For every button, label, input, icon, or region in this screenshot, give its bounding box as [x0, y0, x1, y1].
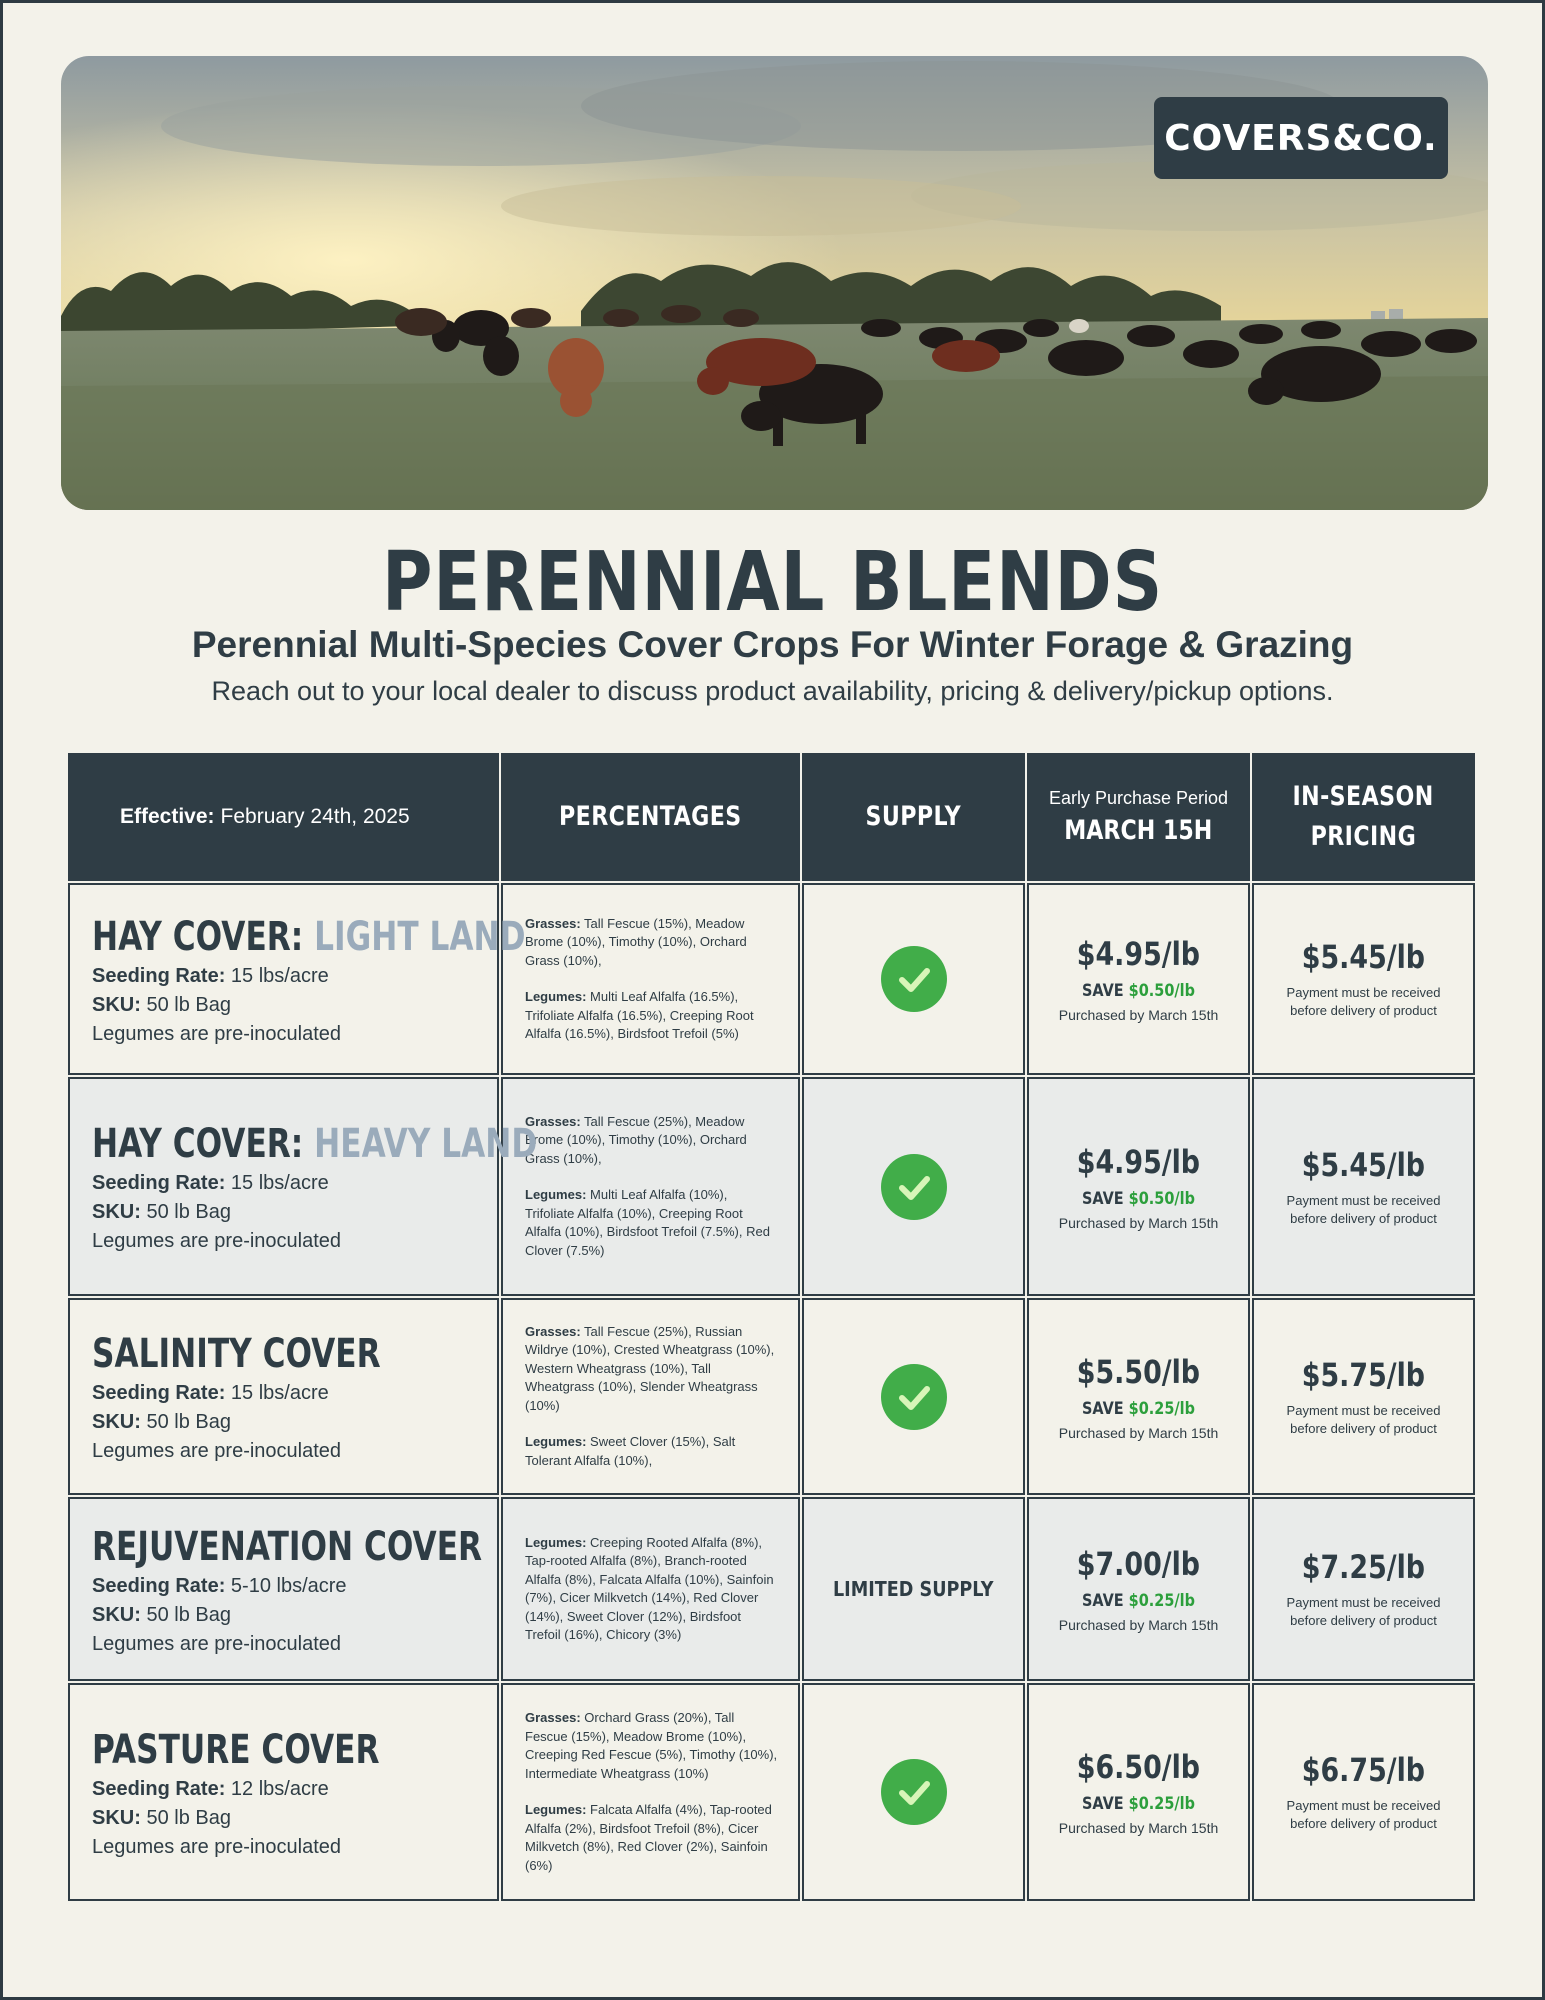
grasses-list: Tall Fescue (25%), Russian Wildrye (10%), Crested Wheatgrass (10%), Western Wheatgrass (10%), Tall Wheatgrass (10%), Slender Wheatgrass (10%) — [525, 1323, 775, 1413]
inoculation-note: Legumes are pre-inoculated — [92, 1022, 342, 1045]
seeding-rate-label: Seeding Rate: — [92, 1777, 226, 1800]
product-name-main: REJUVENATION COVER — [92, 1523, 483, 1570]
early-price-cell — [1027, 1077, 1250, 1296]
grasses-label: Grasses: — [525, 1323, 581, 1339]
purchased-by-note: Purchased by March 15th — [1058, 1617, 1219, 1633]
percentages-cell — [501, 883, 800, 1075]
product-name-main: SALINITY COVER — [92, 1331, 381, 1377]
product-name — [92, 914, 526, 960]
sku-label: SKU: — [92, 1806, 141, 1829]
product-name-main: PASTURE COVER — [92, 1726, 380, 1773]
save-label: SAVE — [1082, 1794, 1124, 1814]
sku — [92, 1804, 231, 1833]
product-info-cell — [68, 1077, 538, 1296]
effective-date: February 24th, 2025 — [220, 805, 410, 828]
seeding-rate-label: Seeding Rate: — [92, 1574, 226, 1597]
legumes-list: Sweet Clover (15%), Salt Tolerant Alfalfa (10%), — [525, 1434, 736, 1468]
product-info-cell — [68, 1298, 499, 1495]
logo-text: COVERS&CO. — [1164, 117, 1438, 159]
seeding-rate-value: 15 lbs/acre — [230, 964, 329, 987]
in-season-price: $5.75/lb — [1301, 1355, 1426, 1394]
legumes-label: Legumes: — [525, 989, 587, 1004]
grasses-text — [525, 1113, 780, 1169]
seeding-rate-label: Seeding Rate: — [92, 964, 226, 987]
early-purchase-small-label: Early Purchase Period — [1048, 788, 1229, 808]
early-price: $4.95/lb — [1076, 1142, 1201, 1181]
effective-date-header — [68, 753, 499, 881]
payment-note-line-1: Payment must be received — [1286, 1402, 1441, 1418]
supply-header-label: SUPPLY — [865, 801, 962, 832]
purchased-by-note: Purchased by March 15th — [1058, 1007, 1219, 1023]
product-row — [68, 1298, 1477, 1497]
in-season-price: $6.75/lb — [1301, 1751, 1426, 1789]
legumes-list: Multi Leaf Alfalfa (10%), Trifoliate Alfalfa (10%), Creeping Root Alfalfa (10%), Birdsfoot Trefoil (7.5%), Red Clover (7.5%) — [525, 1187, 770, 1258]
pricing-table — [68, 753, 1477, 1903]
seeding-rate — [92, 962, 329, 991]
grasses-label: Grasses: — [525, 915, 581, 931]
sku-label: SKU: — [92, 993, 141, 1016]
sku — [92, 1408, 231, 1437]
payment-note-line-1: Payment must be received — [1286, 1192, 1441, 1208]
product-info-cell — [68, 1497, 499, 1681]
payment-note-line-2: before delivery of product — [1290, 1420, 1437, 1436]
legumes-list: Multi Leaf Alfalfa (16.5%), Trifoliate Alfalfa (16.5%), Creeping Root Alfalfa (16.5%), Birdsfoot Trefoil (5%) — [525, 989, 754, 1041]
in-season-price-cell — [1252, 883, 1475, 1075]
seeding-rate — [92, 1775, 329, 1804]
legumes-text — [525, 1186, 780, 1260]
payment-note-line-2: before delivery of product — [1290, 1003, 1437, 1018]
legumes-text — [525, 1433, 780, 1470]
save-value: $0.50/lb — [1128, 1188, 1195, 1209]
percentages-cell — [501, 1298, 800, 1495]
limited-supply-label: LIMITED SUPPLY — [833, 1577, 994, 1601]
save-amount — [1082, 1591, 1195, 1611]
product-name-accent: HEAVY LAND — [314, 1121, 538, 1167]
save-amount — [1082, 981, 1195, 1001]
sku-value: 50 lb Bag — [146, 993, 231, 1016]
legumes-text — [525, 1801, 780, 1875]
payment-note — [1287, 1594, 1441, 1630]
in-season-price: $5.45/lb — [1301, 938, 1426, 976]
payment-note-line-1: Payment must be received — [1286, 1595, 1441, 1610]
early-purchase-date-label: MARCH 15H — [1064, 815, 1213, 846]
grasses-text — [525, 1323, 780, 1416]
seeding-rate — [92, 1169, 329, 1198]
save-value: $0.50/lb — [1128, 981, 1195, 1001]
save-value: $0.25/lb — [1128, 1591, 1195, 1611]
sku — [92, 1601, 231, 1630]
inoculation-note: Legumes are pre-inoculated — [92, 1230, 342, 1252]
seeding-rate — [92, 1379, 329, 1408]
payment-note-line-1: Payment must be received — [1286, 985, 1441, 1000]
grasses-label: Grasses: — [525, 1113, 581, 1129]
check-circle-icon — [881, 946, 947, 1012]
product-info-cell — [68, 883, 526, 1075]
percentages-cell — [501, 1077, 800, 1296]
percentages-cell — [501, 1683, 800, 1901]
early-price-cell — [1027, 1497, 1250, 1681]
product-name-main: HAY COVER: — [92, 1121, 304, 1167]
early-price: $4.95/lb — [1076, 935, 1201, 973]
product-row — [68, 1077, 1477, 1298]
page-title: PERENNIAL BLENDS — [381, 535, 1164, 630]
early-purchase-header — [1027, 753, 1250, 881]
product-row — [68, 1497, 1477, 1683]
save-value: $0.25/lb — [1128, 1794, 1195, 1814]
brand-logo — [1154, 97, 1448, 179]
payment-note — [1287, 1192, 1441, 1228]
legumes-text — [525, 1534, 780, 1645]
product-info-cell — [68, 1683, 499, 1901]
sku-value: 50 lb Bag — [146, 1806, 231, 1829]
early-price-cell — [1027, 883, 1250, 1075]
seeding-rate-value: 15 lbs/acre — [230, 1172, 329, 1194]
product-name-main: HAY COVER: — [92, 913, 304, 960]
check-circle-icon — [881, 1759, 947, 1825]
in-season-price: $7.25/lb — [1301, 1548, 1426, 1586]
in-season-price: $5.45/lb — [1301, 1145, 1426, 1184]
in-season-price-cell — [1252, 1077, 1475, 1296]
purchased-by-note: Purchased by March 15th — [1058, 1424, 1219, 1441]
grasses-text — [525, 915, 780, 971]
save-label: SAVE — [1082, 1591, 1124, 1611]
grasses-label: Grasses: — [525, 1710, 581, 1725]
payment-note — [1287, 1402, 1441, 1438]
save-amount — [1082, 1399, 1195, 1419]
early-price-cell — [1027, 1298, 1250, 1495]
inoculation-note: Legumes are pre-inoculated — [92, 1835, 342, 1858]
product-name — [92, 1331, 381, 1377]
payment-note — [1287, 1797, 1441, 1833]
in-season-label-1: IN-SEASON — [1292, 781, 1435, 812]
save-amount — [1082, 1794, 1195, 1814]
page-tagline: Reach out to your local dealer to discuss product availability, pricing & delivery/pickup options. — [211, 676, 1334, 706]
payment-note-line-1: Payment must be received — [1286, 1798, 1441, 1813]
in-season-header — [1252, 753, 1475, 881]
sku-label: SKU: — [92, 1411, 141, 1433]
check-circle-icon — [881, 1154, 947, 1220]
percentages-header — [501, 753, 800, 881]
check-circle-icon — [881, 1364, 947, 1430]
seeding-rate-value: 12 lbs/acre — [230, 1777, 329, 1800]
legumes-list: Falcata Alfalfa (4%), Tap-rooted Alfalfa (2%), Birdsfoot Trefoil (8%), Cicer Milkvetch (8%), Red Clover (2%), Sainfoin (6%) — [525, 1802, 772, 1873]
grasses-list: Orchard Grass (20%), Tall Fescue (15%), Meadow Brome (10%), Creeping Red Fescue (5%), Timothy (10%), Intermediate Wheatgrass (10%) — [525, 1710, 778, 1781]
seeding-rate-value: 15 lbs/acre — [230, 1382, 329, 1404]
in-season-label-2: PRICING — [1310, 821, 1417, 852]
table-header-row — [68, 753, 1477, 883]
sku-label: SKU: — [92, 1603, 141, 1626]
supply-cell — [802, 1077, 1025, 1296]
sku — [92, 1198, 231, 1227]
product-name — [92, 1524, 482, 1570]
percentages-header-label: PERCENTAGES — [559, 801, 742, 832]
legumes-list: Creeping Rooted Alfalfa (8%), Tap-rooted Alfalfa (8%), Branch-rooted Alfalfa (8%), Falcata Alfalfa (10%), Sainfoin (7%), Cicer Milkvetch (14%), Red Clover (14%), Sweet Clover (12%), Birdsfoot Trefoil (16%), Chicory (3%) — [525, 1534, 774, 1642]
effective-label: Effective: — [120, 805, 215, 828]
sku-value: 50 lb Bag — [146, 1201, 231, 1223]
early-price: $6.50/lb — [1076, 1748, 1201, 1786]
legumes-label: Legumes: — [525, 1802, 587, 1817]
seeding-rate — [92, 1572, 347, 1601]
inoculation-note: Legumes are pre-inoculated — [92, 1632, 342, 1655]
payment-note-line-2: before delivery of product — [1290, 1210, 1437, 1226]
early-price: $5.50/lb — [1076, 1352, 1201, 1391]
save-label: SAVE — [1082, 981, 1124, 1001]
seeding-rate-label: Seeding Rate: — [92, 1382, 226, 1404]
legumes-label: Legumes: — [525, 1187, 587, 1203]
page-subtitle: Perennial Multi-Species Cover Crops For Winter Forage & Grazing — [191, 624, 1354, 665]
supply-cell — [802, 883, 1025, 1075]
sku-label: SKU: — [92, 1201, 141, 1223]
supply-cell — [802, 1298, 1025, 1495]
purchased-by-note: Purchased by March 15th — [1058, 1214, 1219, 1231]
product-name — [92, 1727, 380, 1773]
payment-note — [1287, 984, 1441, 1020]
supply-cell — [802, 1497, 1025, 1681]
seeding-rate-label: Seeding Rate: — [92, 1172, 226, 1194]
purchased-by-note: Purchased by March 15th — [1058, 1820, 1219, 1836]
payment-note-line-2: before delivery of product — [1290, 1816, 1437, 1831]
supply-header — [802, 753, 1025, 881]
legumes-text — [525, 988, 780, 1044]
sku-value: 50 lb Bag — [146, 1603, 231, 1626]
save-amount — [1082, 1189, 1195, 1209]
save-label: SAVE — [1082, 1398, 1124, 1419]
grasses-list: Tall Fescue (15%), Meadow Brome (10%), Timothy (10%), Orchard Grass (10%), — [525, 915, 747, 968]
in-season-price-cell — [1252, 1497, 1475, 1681]
legumes-label: Legumes: — [525, 1434, 587, 1450]
product-name-accent: LIGHT LAND — [314, 913, 526, 960]
early-price: $7.00/lb — [1076, 1545, 1201, 1583]
legumes-label: Legumes: — [525, 1534, 587, 1550]
hero-photo — [61, 56, 1488, 510]
grasses-list: Tall Fescue (25%), Meadow Brome (10%), Timothy (10%), Orchard Grass (10%), — [525, 1113, 747, 1166]
early-price-cell — [1027, 1683, 1250, 1901]
payment-note-line-2: before delivery of product — [1290, 1613, 1437, 1628]
save-label: SAVE — [1082, 1188, 1124, 1209]
inoculation-note: Legumes are pre-inoculated — [92, 1440, 342, 1462]
sku — [92, 991, 231, 1020]
in-season-price-cell — [1252, 1683, 1475, 1901]
supply-cell — [802, 1683, 1025, 1901]
seeding-rate-value: 5-10 lbs/acre — [230, 1574, 347, 1597]
in-season-price-cell — [1252, 1298, 1475, 1495]
product-row — [68, 883, 1477, 1077]
sku-value: 50 lb Bag — [146, 1411, 231, 1433]
save-value: $0.25/lb — [1128, 1398, 1195, 1419]
product-row — [68, 1683, 1477, 1903]
percentages-cell — [501, 1497, 800, 1681]
grasses-text — [525, 1709, 780, 1783]
product-name — [92, 1121, 537, 1167]
